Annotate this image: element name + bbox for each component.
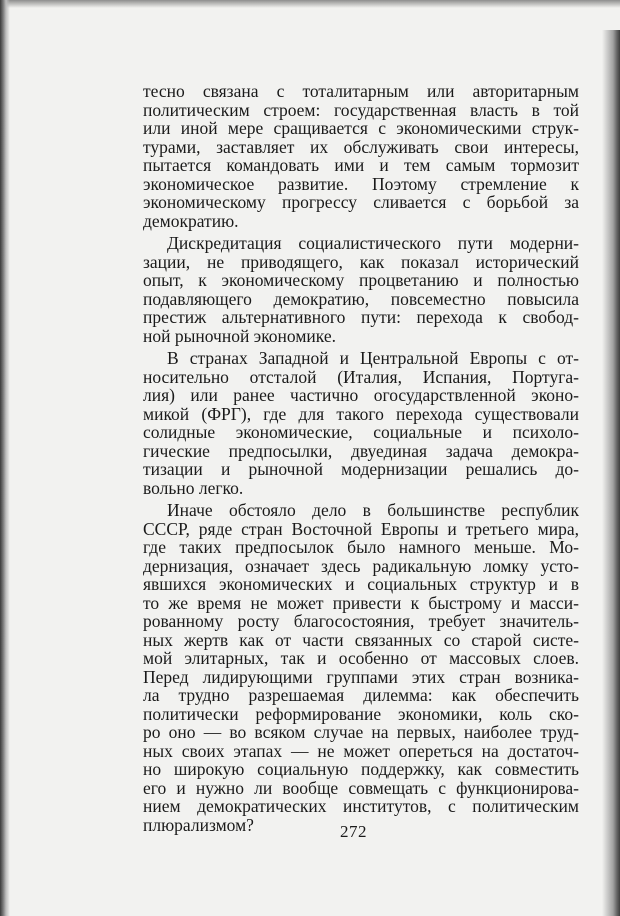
text-line: ро оно — во всяком случае на первых, наиболее труд- [143,722,579,742]
text-line: или иной мере сращивается с экономическими струк- [143,118,579,138]
text-line: ла трудно разрешаемая дилемма: как обеспечить [143,685,579,705]
text-line: плюрализмом? [143,814,254,835]
text-line: турами, заставляет их обслуживать свои интересы, [143,136,579,157]
text-line: зации, не приводящего, как показал исторический [143,251,579,272]
text-line: явшихся экономических и социальных структур и в [143,574,579,594]
text-line: его и нужно ли вообще совмещать с функционирова- [143,777,579,798]
text-line: ных своих этапах — не может опереться на достаточ- [143,740,579,761]
text-line: Перед лидирующими группами этих стран возника- [143,666,579,687]
text-line: престиж альтернативного пути: перехода к свобод- [143,307,579,327]
scan-shadow-left [0,0,10,916]
page-body-text [143,82,579,834]
text-line: лия) или ранее частично огосударствленной эконо- [143,385,579,405]
text-line: пытается командовать ими и тем самым тормозит [143,155,579,175]
text-line: политически реформирование экономики, коль ско- [143,703,579,724]
text-line: Дискредитация социалистического пути модерни- [167,233,579,253]
text-line: В странах Западной и Центральной Европы с от- [167,348,579,368]
text-line: политическим строем: государственная власть в той [143,99,579,120]
text-line: гические предпосылки, двуединая задача демокра- [143,440,579,461]
text-line: ных жертв как от части связанных со старой систе- [143,629,579,650]
text-line: рованному росту благосостояния, требует значитель- [143,611,579,631]
text-line: где таких предпосылок было намного меньше. Мо- [143,537,579,557]
text-line: носительно отсталой (Италия, Испания, Португа- [143,366,579,387]
text-line: то же время не может привести к быстрому и масси- [143,592,579,613]
text-line: но широкую социальную поддержку, как совместить [143,759,579,779]
text-line: мой элитарных, так и особенно от массовых слоев. [143,648,579,668]
text-line: солидные экономические, социальные и психоло- [143,422,579,442]
text-line: вольно легко. [143,477,244,498]
text-line: тизации и рыночной модернизации решались до- [143,459,579,479]
page-number: 272 [340,822,367,841]
text-line: дернизация, означает здесь радикальную ломку усто- [143,555,579,576]
text-line: экономическому прогрессу сливается с борьбой за [143,192,579,212]
text-line: демократию. [143,210,239,231]
text-line: тесно связана с тоталитарным или авторитарным [143,81,579,101]
text-line: нием демократических институтов, с политическим [143,796,579,816]
scan-shadow-top [0,0,620,8]
text-line: СССР, ряде стран Восточной Европы и третьего мира, [143,518,579,539]
text-line: опыт, к экономическому процветанию и полностью [143,270,579,290]
text-line: Иначе обстояло дело в большинстве республик [167,500,579,520]
scan-shadow-right [602,30,620,916]
text-line: микой (ФРГ), где для такого перехода существовали [143,403,579,424]
text-line: подавляющего демократию, повсеместно повысила [143,288,579,309]
text-line: ной рыночной экономике. [143,325,336,346]
text-line: экономическое развитие. Поэтому стремление к [143,173,579,194]
